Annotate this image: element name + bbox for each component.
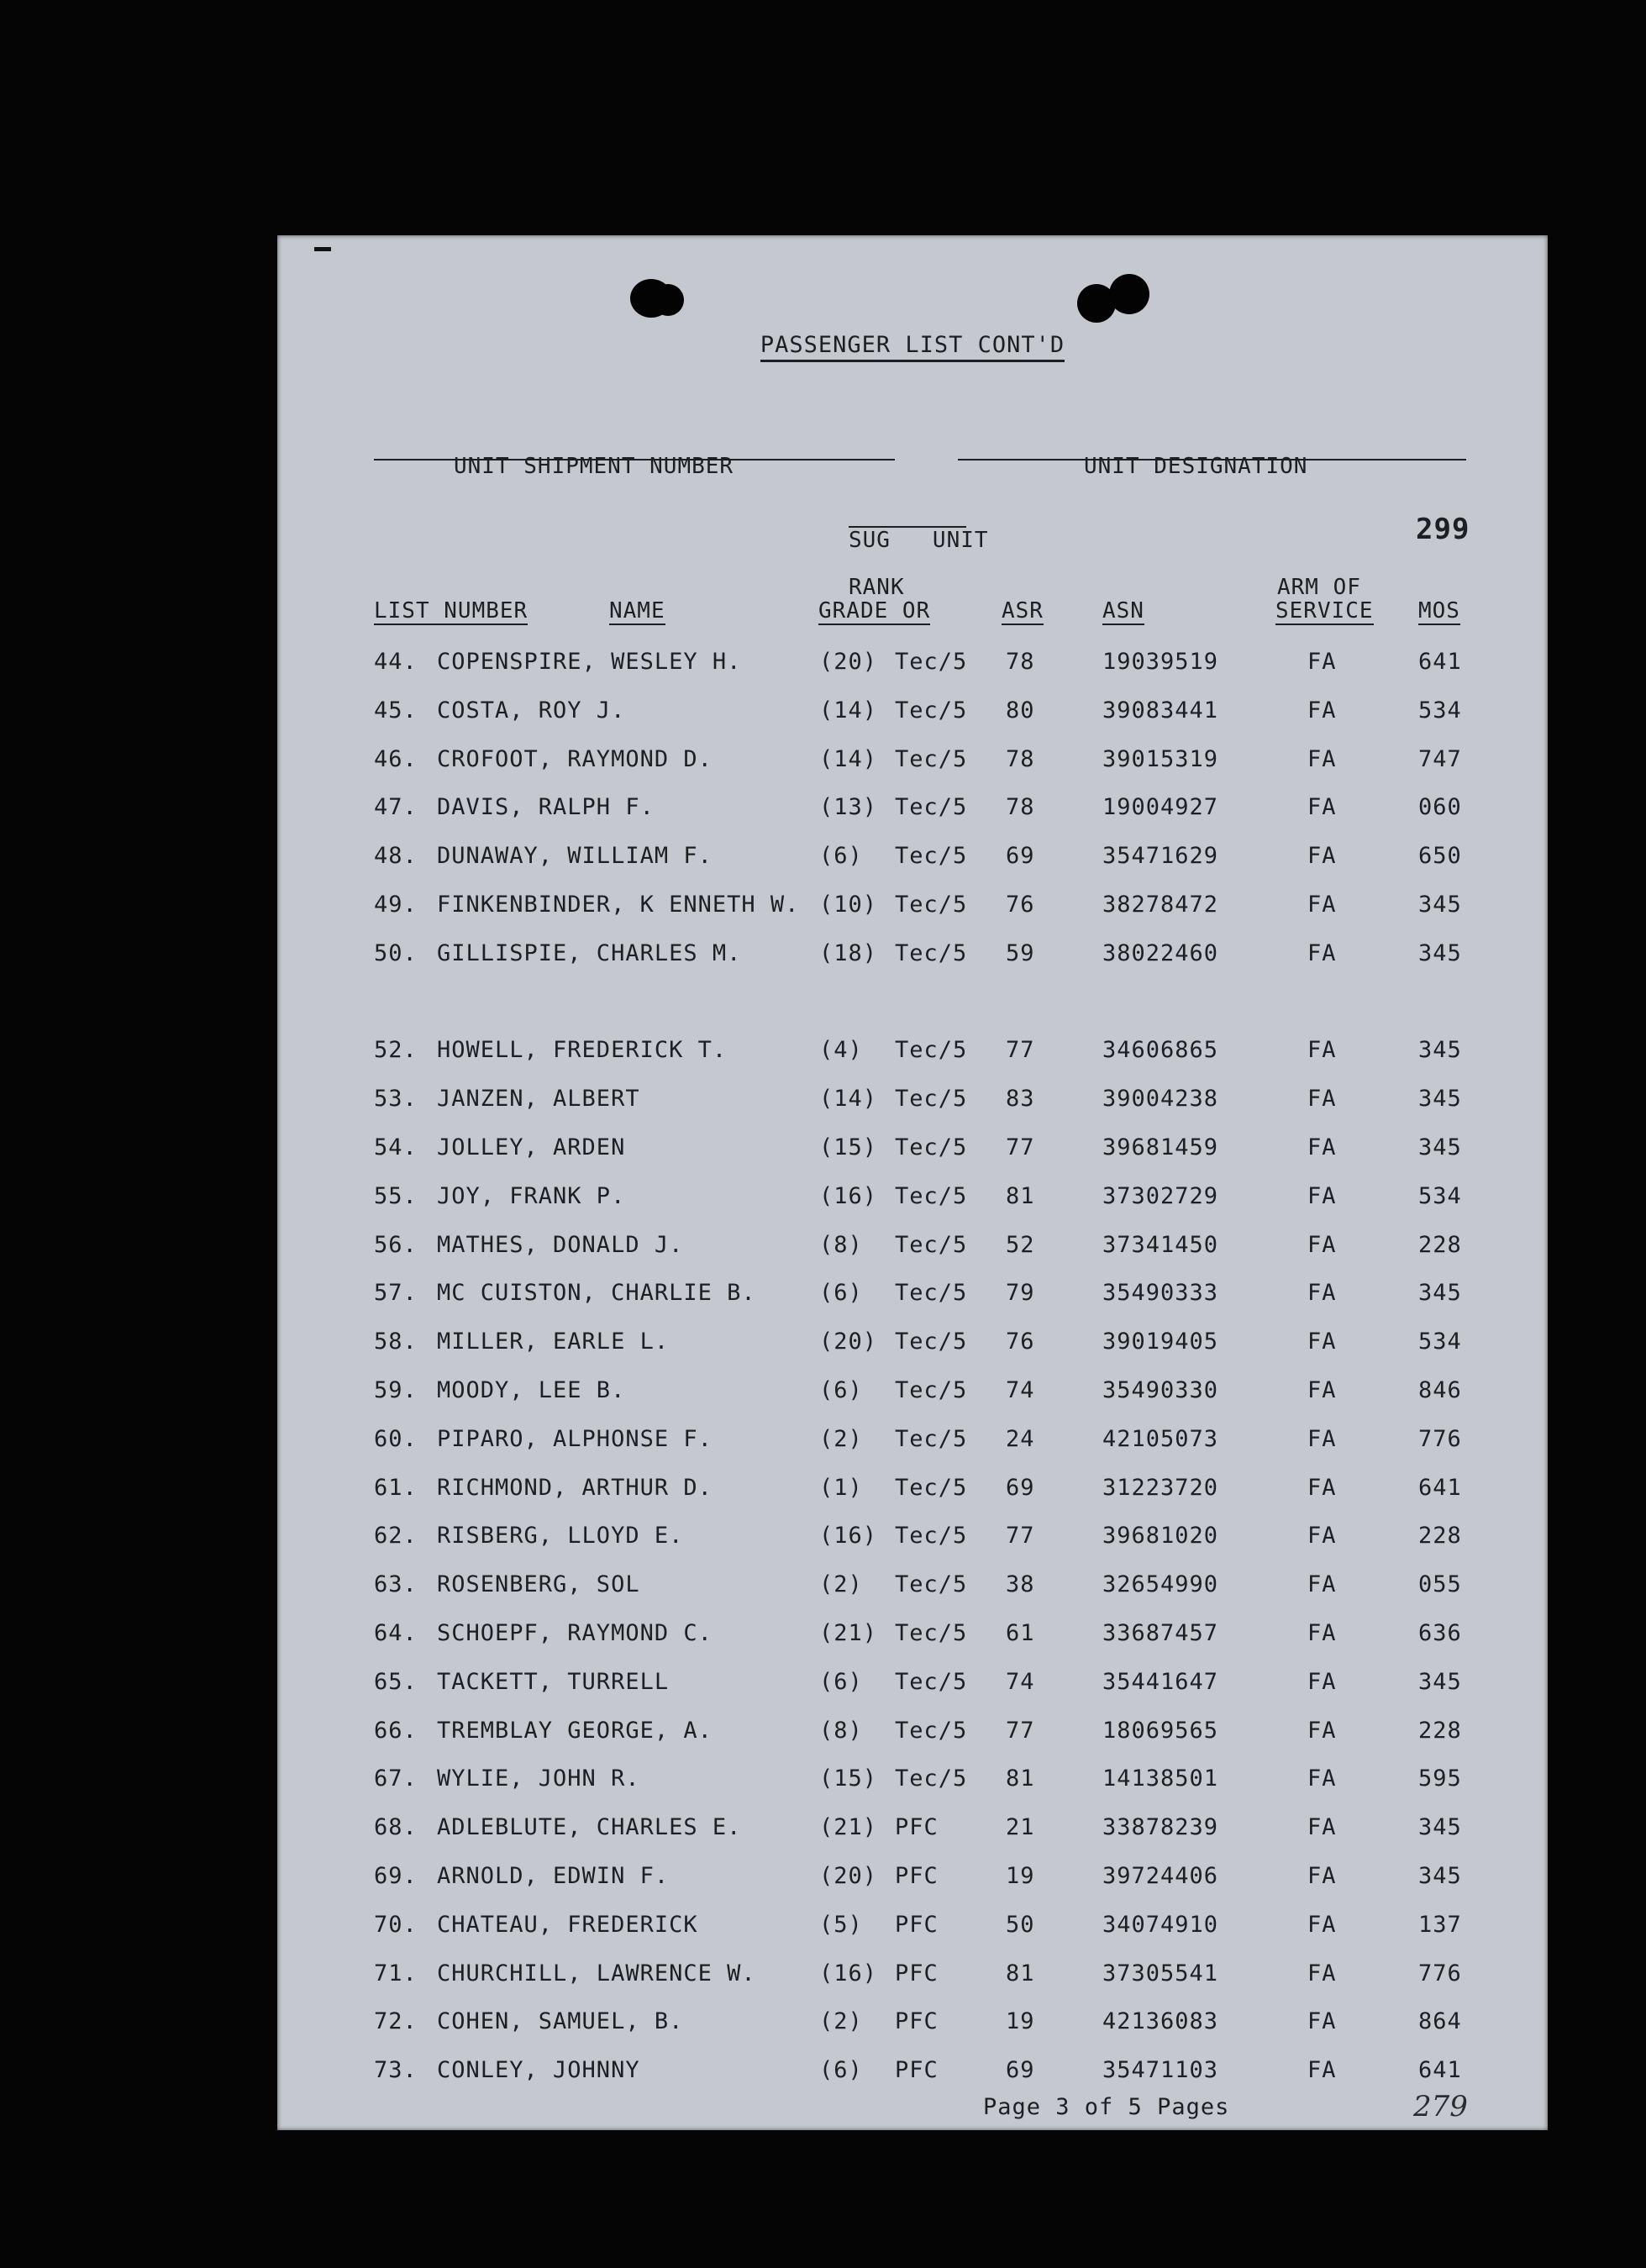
row-asn: 42136083	[1102, 2008, 1219, 2035]
col-asn: ASN	[1102, 598, 1144, 624]
page-footer: Page 3 of 5 Pages	[983, 2094, 1230, 2120]
row-mos: 641	[1418, 1474, 1462, 1501]
row-rank: Tec/5	[895, 1280, 968, 1307]
row-mos: 595	[1418, 1765, 1462, 1792]
row-rank: Tec/5	[895, 1425, 968, 1452]
row-name: TACKETT, TURRELL	[437, 1668, 670, 1695]
row-asn: 39083441	[1102, 697, 1219, 724]
row-asn: 37302729	[1102, 1182, 1219, 1209]
col-arm-bottom: SERVICE	[1275, 598, 1374, 624]
row-asr: 19	[1006, 2008, 1035, 2035]
row-rank: Tec/5	[895, 1765, 968, 1792]
row-name: MILLER, EARLE L.	[437, 1329, 670, 1355]
row-number: 62.	[374, 1523, 418, 1550]
row-number: 61.	[374, 1474, 418, 1501]
row-asr: 76	[1006, 1329, 1035, 1355]
row-name: COHEN, SAMUEL, B.	[437, 2008, 684, 2035]
row-asr: 24	[1006, 1425, 1035, 1452]
row-rank: Tec/5	[895, 745, 968, 772]
row-arm: FA	[1307, 1134, 1337, 1160]
row-asn: 18069565	[1102, 1717, 1219, 1744]
table-row	[277, 1377, 1548, 1411]
row-asn: 19039519	[1102, 649, 1219, 675]
row-number: 45.	[374, 697, 418, 724]
row-arm: FA	[1307, 697, 1337, 724]
row-number: 71.	[374, 1960, 418, 1986]
row-mos: 641	[1418, 2057, 1462, 2084]
row-rank: Tec/5	[895, 649, 968, 675]
row-mos: 636	[1418, 1620, 1462, 1646]
row-arm: FA	[1307, 2008, 1337, 2035]
row-mos: 228	[1418, 1523, 1462, 1550]
row-asn: 39724406	[1102, 1863, 1219, 1889]
row-number: 46.	[374, 745, 418, 772]
row-number: 56.	[374, 1231, 418, 1258]
row-number: 49.	[374, 892, 418, 918]
row-name: TREMBLAY GEORGE, A.	[437, 1717, 713, 1744]
row-grade: (16)	[819, 1182, 878, 1209]
row-number: 60.	[374, 1425, 418, 1452]
row-asn: 39015319	[1102, 745, 1219, 772]
row-rank: Tec/5	[895, 843, 968, 870]
row-asr: 81	[1006, 1182, 1035, 1209]
row-name: DUNAWAY, WILLIAM F.	[437, 843, 713, 870]
row-asr: 78	[1006, 745, 1035, 772]
row-number: 58.	[374, 1329, 418, 1355]
row-grade: (15)	[819, 1134, 878, 1160]
row-rank: Tec/5	[895, 1182, 968, 1209]
col-rank-top: RANK	[849, 575, 905, 600]
row-name: CONLEY, JOHNNY	[437, 2057, 640, 2084]
row-arm: FA	[1307, 1182, 1337, 1209]
row-mos: 641	[1418, 649, 1462, 675]
row-arm: FA	[1307, 1280, 1337, 1307]
row-number: 72.	[374, 2008, 418, 2035]
row-grade: (6)	[819, 1668, 863, 1695]
row-asn: 39681459	[1102, 1134, 1219, 1160]
page-title: PASSENGER LIST CONT'D	[277, 332, 1548, 358]
row-arm: FA	[1307, 1474, 1337, 1501]
row-mos: 650	[1418, 843, 1462, 870]
table-row	[277, 2057, 1548, 2091]
row-asn: 31223720	[1102, 1474, 1219, 1501]
row-arm: FA	[1307, 1620, 1337, 1646]
row-mos: 345	[1418, 892, 1462, 918]
row-grade: (10)	[819, 892, 878, 918]
row-asn: 35471103	[1102, 2057, 1219, 2084]
row-grade: (14)	[819, 745, 878, 772]
row-mos: 345	[1418, 1037, 1462, 1064]
row-asr: 80	[1006, 697, 1035, 724]
row-rank: PFC	[895, 2057, 939, 2084]
row-name: JANZEN, ALBERT	[437, 1086, 640, 1113]
row-mos: 345	[1418, 1814, 1462, 1841]
row-arm: FA	[1307, 794, 1337, 821]
table-row	[277, 892, 1548, 925]
row-grade: (20)	[819, 649, 878, 675]
sub-unit-label: SUG UNIT	[849, 528, 989, 553]
row-grade: (5)	[819, 1911, 863, 1938]
row-grade: (13)	[819, 794, 878, 821]
row-rank: Tec/5	[895, 1717, 968, 1744]
row-number: 65.	[374, 1668, 418, 1695]
row-mos: 776	[1418, 1960, 1462, 1986]
row-asr: 77	[1006, 1523, 1035, 1550]
row-asr: 69	[1006, 2057, 1035, 2084]
row-mos: 345	[1418, 1668, 1462, 1695]
col-arm-top: ARM OF	[1277, 575, 1361, 600]
row-asr: 19	[1006, 1863, 1035, 1889]
row-grade: (6)	[819, 1377, 863, 1403]
row-grade: (15)	[819, 1765, 878, 1792]
row-asn: 35490333	[1102, 1280, 1219, 1307]
row-asr: 83	[1006, 1086, 1035, 1113]
row-arm: FA	[1307, 892, 1337, 918]
row-mos: 228	[1418, 1231, 1462, 1258]
col-asr: ASR	[1002, 598, 1044, 624]
row-number: 73.	[374, 2057, 418, 2084]
row-asr: 77	[1006, 1037, 1035, 1064]
row-asr: 78	[1006, 794, 1035, 821]
row-asn: 38278472	[1102, 892, 1219, 918]
row-mos: 345	[1418, 1280, 1462, 1307]
row-grade: (6)	[819, 843, 863, 870]
row-arm: FA	[1307, 1231, 1337, 1258]
row-name: MC CUISTON, CHARLIE B.	[437, 1280, 756, 1307]
table-row	[277, 1669, 1548, 1702]
unit-shipment-label: UNIT SHIPMENT NUMBER	[454, 454, 734, 479]
table-row	[277, 2008, 1548, 2042]
table-row	[277, 1232, 1548, 1266]
row-asr: 21	[1006, 1814, 1035, 1841]
row-mos: 345	[1418, 1134, 1462, 1160]
row-arm: FA	[1307, 1329, 1337, 1355]
row-number: 52.	[374, 1037, 418, 1064]
row-arm: FA	[1307, 1814, 1337, 1841]
row-arm: FA	[1307, 745, 1337, 772]
row-rank: Tec/5	[895, 939, 968, 966]
row-asn: 35471629	[1102, 843, 1219, 870]
row-asn: 39004238	[1102, 1086, 1219, 1113]
row-arm: FA	[1307, 1377, 1337, 1403]
row-rank: PFC	[895, 2008, 939, 2035]
row-asr: 76	[1006, 892, 1035, 918]
row-number: 57.	[374, 1280, 418, 1307]
row-arm: FA	[1307, 1523, 1337, 1550]
row-name: SCHOEPF, RAYMOND C.	[437, 1620, 713, 1646]
row-grade: (16)	[819, 1523, 878, 1550]
row-number: 67.	[374, 1765, 418, 1792]
row-rank: Tec/5	[895, 697, 968, 724]
row-grade: (20)	[819, 1329, 878, 1355]
row-rank: Tec/5	[895, 794, 968, 821]
row-grade: (2)	[819, 2008, 863, 2035]
table-row	[277, 940, 1548, 974]
row-name: CHURCHILL, LAWRENCE W.	[437, 1960, 756, 1986]
row-mos: 345	[1418, 939, 1462, 966]
table-row	[277, 1280, 1548, 1313]
row-asr: 69	[1006, 1474, 1035, 1501]
table-row	[277, 794, 1548, 828]
table-row	[277, 1620, 1548, 1654]
row-number: 69.	[374, 1863, 418, 1889]
row-asr: 77	[1006, 1134, 1035, 1160]
row-mos: 055	[1418, 1571, 1462, 1598]
row-mos: 534	[1418, 697, 1462, 724]
row-name: ARNOLD, EDWIN F.	[437, 1863, 670, 1889]
row-grade: (14)	[819, 697, 878, 724]
row-arm: FA	[1307, 1668, 1337, 1695]
row-mos: 534	[1418, 1329, 1462, 1355]
table-row	[277, 1183, 1548, 1217]
row-mos: 776	[1418, 1425, 1462, 1452]
col-name: NAME	[609, 598, 665, 624]
row-number: 50.	[374, 939, 418, 966]
table-row	[277, 649, 1548, 682]
row-mos: 846	[1418, 1377, 1462, 1403]
row-number: 63.	[374, 1571, 418, 1598]
row-number: 59.	[374, 1377, 418, 1403]
col-rank-bottom: GRADE OR	[818, 598, 931, 624]
table-row	[277, 697, 1548, 731]
table-row	[277, 843, 1548, 876]
row-arm: FA	[1307, 1765, 1337, 1792]
row-name: JOLLEY, ARDEN	[437, 1134, 626, 1160]
row-asn: 39681020	[1102, 1523, 1219, 1550]
row-rank: PFC	[895, 1960, 939, 1986]
row-asr: 52	[1006, 1231, 1035, 1258]
row-asn: 19004927	[1102, 794, 1219, 821]
row-asr: 78	[1006, 649, 1035, 675]
row-asn: 37305541	[1102, 1960, 1219, 1986]
row-grade: (21)	[819, 1814, 878, 1841]
col-list-number: LIST NUMBER	[374, 598, 529, 624]
row-number: 47.	[374, 794, 418, 821]
row-number: 70.	[374, 1911, 418, 1938]
row-name: CROFOOT, RAYMOND D.	[437, 745, 713, 772]
row-rank: Tec/5	[895, 892, 968, 918]
row-grade: (8)	[819, 1717, 863, 1744]
row-name: RICHMOND, ARTHUR D.	[437, 1474, 713, 1501]
row-asn: 38022460	[1102, 939, 1219, 966]
row-grade: (8)	[819, 1231, 863, 1258]
row-name: CHATEAU, FREDERICK	[437, 1911, 698, 1938]
row-grade: (2)	[819, 1425, 863, 1452]
punch-hole-left-b	[652, 284, 684, 316]
row-name: MOODY, LEE B.	[437, 1377, 626, 1403]
row-mos: 864	[1418, 2008, 1462, 2035]
unit-designation-label: UNIT DESIGNATION	[1084, 454, 1308, 479]
row-mos: 060	[1418, 794, 1462, 821]
row-grade: (14)	[819, 1086, 878, 1113]
row-grade: (18)	[819, 939, 878, 966]
row-rank: PFC	[895, 1814, 939, 1841]
row-arm: FA	[1307, 843, 1337, 870]
row-name: HOWELL, FREDERICK T.	[437, 1037, 728, 1064]
row-grade: (2)	[819, 1571, 863, 1598]
row-name: MATHES, DONALD J.	[437, 1231, 684, 1258]
row-rank: Tec/5	[895, 1037, 968, 1064]
table-row	[277, 1960, 1548, 1994]
row-rank: Tec/5	[895, 1134, 968, 1160]
row-rank: Tec/5	[895, 1377, 968, 1403]
row-mos: 345	[1418, 1863, 1462, 1889]
row-name: JOY, FRANK P.	[437, 1182, 626, 1209]
row-mos: 228	[1418, 1717, 1462, 1744]
row-arm: FA	[1307, 2057, 1337, 2084]
row-asr: 77	[1006, 1717, 1035, 1744]
row-arm: FA	[1307, 1425, 1337, 1452]
row-number: 68.	[374, 1814, 418, 1841]
row-arm: FA	[1307, 1960, 1337, 1986]
row-asr: 50	[1006, 1911, 1035, 1938]
row-asn: 32654990	[1102, 1571, 1219, 1598]
row-arm: FA	[1307, 939, 1337, 966]
row-asn: 34074910	[1102, 1911, 1219, 1938]
table-row	[277, 1571, 1548, 1605]
table-row	[277, 1765, 1548, 1799]
row-asn: 33687457	[1102, 1620, 1219, 1646]
row-rank: Tec/5	[895, 1474, 968, 1501]
row-grade: (1)	[819, 1474, 863, 1501]
table-row	[277, 1426, 1548, 1460]
row-arm: FA	[1307, 1571, 1337, 1598]
handwritten-number: 279	[1413, 2090, 1468, 2123]
row-rank: PFC	[895, 1863, 939, 1889]
row-number: 64.	[374, 1620, 418, 1646]
row-rank: Tec/5	[895, 1620, 968, 1646]
table-row	[277, 1134, 1548, 1168]
row-asr: 69	[1006, 843, 1035, 870]
row-name: DAVIS, RALPH F.	[437, 794, 655, 821]
row-arm: FA	[1307, 649, 1337, 675]
row-asn: 14138501	[1102, 1765, 1219, 1792]
row-asr: 81	[1006, 1960, 1035, 1986]
row-name: COPENSPIRE, WESLEY H.	[437, 649, 742, 675]
row-number: 48.	[374, 843, 418, 870]
row-asn: 33878239	[1102, 1814, 1219, 1841]
row-arm: FA	[1307, 1911, 1337, 1938]
table-row	[277, 1814, 1548, 1848]
row-asr: 61	[1006, 1620, 1035, 1646]
row-rank: Tec/5	[895, 1086, 968, 1113]
table-row	[277, 746, 1548, 780]
table-row	[277, 1475, 1548, 1508]
edge-mark	[314, 247, 331, 251]
col-mos: MOS	[1418, 598, 1460, 624]
row-mos: 534	[1418, 1182, 1462, 1209]
page-number: 299	[1416, 513, 1470, 546]
row-mos: 137	[1418, 1911, 1462, 1938]
table-row	[277, 1912, 1548, 1945]
row-number: 54.	[374, 1134, 418, 1160]
table-row	[277, 1037, 1548, 1071]
row-name: ROSENBERG, SOL	[437, 1571, 640, 1598]
row-name: ADLEBLUTE, CHARLES E.	[437, 1814, 742, 1841]
row-number: 55.	[374, 1182, 418, 1209]
row-asr: 74	[1006, 1668, 1035, 1695]
table-row	[277, 1086, 1548, 1119]
table-row	[277, 1523, 1548, 1556]
row-name: PIPARO, ALPHONSE F.	[437, 1425, 713, 1452]
row-asr: 38	[1006, 1571, 1035, 1598]
row-rank: Tec/5	[895, 1668, 968, 1695]
row-name: RISBERG, LLOYD E.	[437, 1523, 684, 1550]
row-grade: (6)	[819, 1280, 863, 1307]
table-row	[277, 1329, 1548, 1362]
row-asn: 37341450	[1102, 1231, 1219, 1258]
table-row	[277, 1718, 1548, 1751]
row-asr: 74	[1006, 1377, 1035, 1403]
row-asn: 35490330	[1102, 1377, 1219, 1403]
row-mos: 747	[1418, 745, 1462, 772]
row-grade: (16)	[819, 1960, 878, 1986]
row-grade: (21)	[819, 1620, 878, 1646]
row-rank: Tec/5	[895, 1523, 968, 1550]
row-arm: FA	[1307, 1086, 1337, 1113]
row-name: WYLIE, JOHN R.	[437, 1765, 640, 1792]
row-rank: Tec/5	[895, 1329, 968, 1355]
row-number: 53.	[374, 1086, 418, 1113]
row-mos: 345	[1418, 1086, 1462, 1113]
row-asn: 42105073	[1102, 1425, 1219, 1452]
row-name: GILLISPIE, CHARLES M.	[437, 939, 742, 966]
row-rank: Tec/5	[895, 1571, 968, 1598]
row-rank: Tec/5	[895, 1231, 968, 1258]
row-asn: 35441647	[1102, 1668, 1219, 1695]
row-asr: 81	[1006, 1765, 1035, 1792]
row-arm: FA	[1307, 1717, 1337, 1744]
row-asr: 59	[1006, 939, 1035, 966]
row-arm: FA	[1307, 1863, 1337, 1889]
row-grade: (6)	[819, 2057, 863, 2084]
row-name: FINKENBINDER, K ENNETH W.	[437, 892, 800, 918]
table-row	[277, 1863, 1548, 1897]
row-rank: PFC	[895, 1911, 939, 1938]
row-grade: (4)	[819, 1037, 863, 1064]
row-number: 66.	[374, 1717, 418, 1744]
row-name: COSTA, ROY J.	[437, 697, 626, 724]
document-page	[277, 235, 1548, 2130]
punch-hole-right-b	[1109, 274, 1149, 314]
row-number: 44.	[374, 649, 418, 675]
row-asr: 79	[1006, 1280, 1035, 1307]
row-arm: FA	[1307, 1037, 1337, 1064]
row-grade: (20)	[819, 1863, 878, 1889]
row-asn: 34606865	[1102, 1037, 1219, 1064]
row-asn: 39019405	[1102, 1329, 1219, 1355]
